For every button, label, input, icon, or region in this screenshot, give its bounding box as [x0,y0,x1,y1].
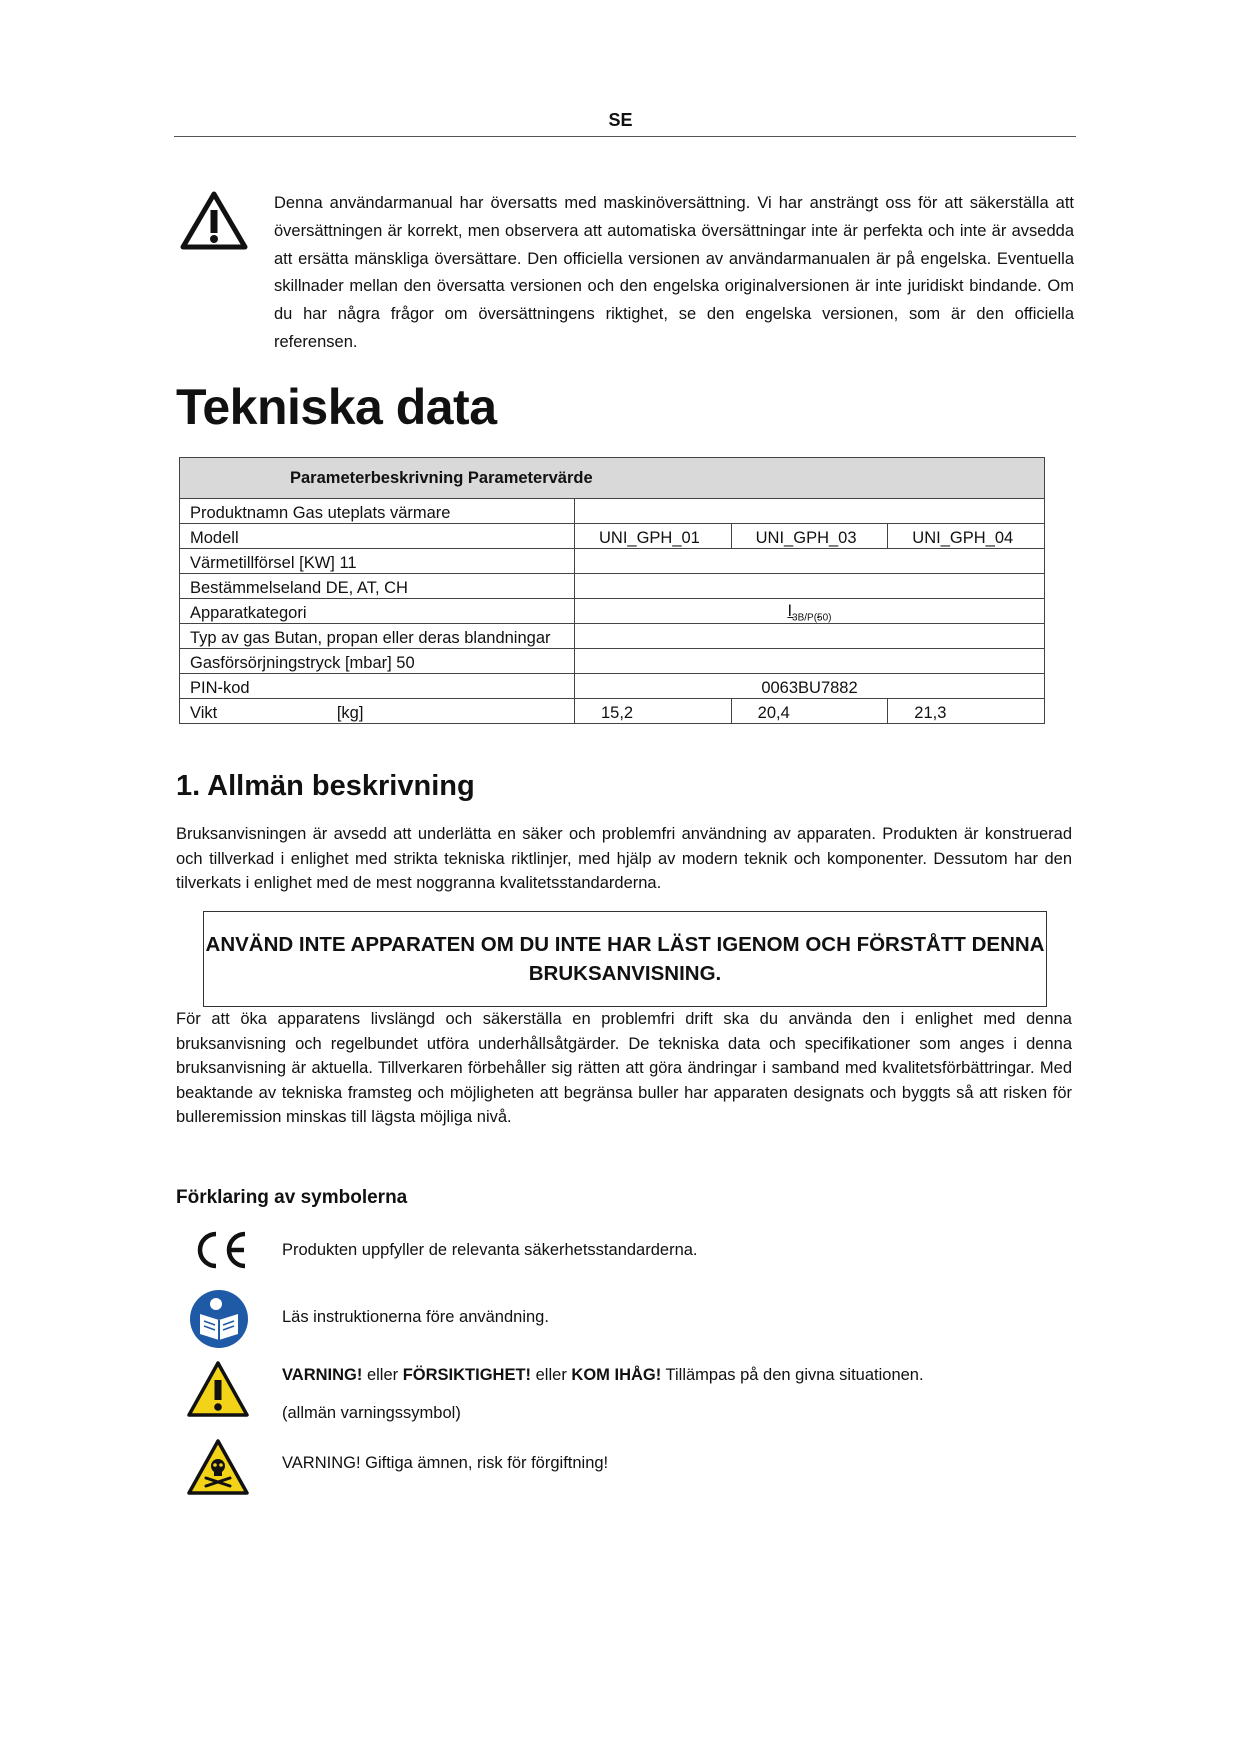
pin-value: 0063BU7882 [574,674,1044,699]
maintenance-paragraph: För att öka apparatens livslängd och säkerställa en problemfri drift ska du använda den i enlighet med denna bruksanvisning och regelbundet utföra underhållsåtgärder. De tekniska data och specifikationer som anges i denna bruksanvisning är aktuella. Tillverkaren förbehåller sig rätten att göra ändringar i samband med kvalitetsförbättringar. Med beaktande av tekniska framsteg och möjligheten att begränsa buller har apparaten designats och byggts så att risken för bulleremission minskas till lägsta möjliga nivå. [176,1010,1072,1126]
table-row [180,499,1045,524]
technical-data-table [179,457,1045,724]
warning-symbol-note: (allmän varningssymbol) [282,1404,461,1422]
header-divider [174,136,1076,137]
table-header: Parameterbeskrivning Parametervärde [180,458,1045,499]
category-value: $I_{3B/P(50)}$ [574,599,1044,624]
table-row [180,699,1045,724]
country-cell: Bestämmelseland DE, AT, CH [180,574,575,599]
warning-symbol-text: VARNING! eller FÖRSIKTIGHET! eller KOM IHÅG! Tillämpas på den givna situationen. [282,1366,924,1384]
notice-line-2: BRUKSANVISNING. [528,962,722,985]
pressure-cell: Gasförsörjningstryck [mbar] 50 [180,649,575,674]
page-title: Tekniska data [176,379,497,435]
weight-value-1: 15,2 [574,699,731,724]
table-row [180,649,1045,674]
weight-label: Vikt [kg] [180,699,575,724]
gas-type-cell: Typ av gas Butan, propan eller deras blandningar [180,624,575,649]
ce-mark-text: Produkten uppfyller de relevanta säkerhetsstandarderna. [282,1241,698,1259]
general-description-paragraph: Bruksanvisningen är avsedd att underlätta en säker och problemfri användning av apparaten. Produkten är konstruerad och tillverkad i enlighet med strikta tekniska riktlinjer, med hjälp av modern teknik och komponenter. Dessutom har den tilverkats i enlighet med de mest noggranna kvalitetsstandarderna. [176,825,1072,892]
read-manual-icon [188,1288,250,1350]
table-row [180,599,1045,624]
product-name-cell: Produktnamn Gas uteplats värmare [180,499,575,524]
warning-icon [186,1360,250,1418]
warning-triangle-icon [180,190,248,250]
heat-input-cell: Värmetillförsel [KW] 11 [180,549,575,574]
category-label: Apparatkategori [180,599,575,624]
model-value-2: UNI_GPH_03 [731,524,888,549]
page-language-label: SE [608,110,633,130]
symbols-heading: Förklaring av symbolerna [176,1187,408,1208]
pin-label: PIN-kod [180,674,575,699]
translation-disclaimer: Denna användarmanual har översatts med maskinöversättning. Vi har ansträngt oss för att säkerställa att översättningen är korrekt, men observera att automatiska översättningar inte är perfekta och inte är avsedda att ersätta mänskliga översättare. Den officiella versionen av användarmanualen är på engelska. Eventuella skillnader mellan den översatta versionen och den engelska originalversionen är inte juridiskt bindande. Om du har några frågor om översättningens riktighet, se den engelska versionen, som är den officiella referensen. [274,194,1074,351]
toxic-hazard-icon [186,1438,250,1496]
table-row [180,624,1045,649]
model-label: Modell [180,524,575,549]
table-row [180,674,1045,699]
model-value-3: UNI_GPH_04 [888,524,1045,549]
section-heading-general: 1. Allmän beskrivning [176,770,475,802]
model-value-1: UNI_GPH_01 [574,524,731,549]
weight-unit: [kg] [336,704,364,722]
warning-notice-box [203,911,1047,1007]
ce-mark-icon [192,1228,250,1272]
notice-line-1: ANVÄND INTE APPARATEN OM DU INTE HAR LÄST IGENOM OCH FÖRSTÅTT DENNA [205,933,1045,956]
table-row [180,549,1045,574]
read-manual-text: Läs instruktionerna före användning. [282,1308,549,1326]
table-row [180,524,1045,549]
table-row [180,574,1045,599]
toxic-hazard-text: VARNING! Giftiga ämnen, risk för förgiftning! [282,1454,609,1472]
weight-value-3: 21,3 [888,699,1045,724]
weight-value-2: 20,4 [731,699,888,724]
table-header-row [180,458,1045,499]
